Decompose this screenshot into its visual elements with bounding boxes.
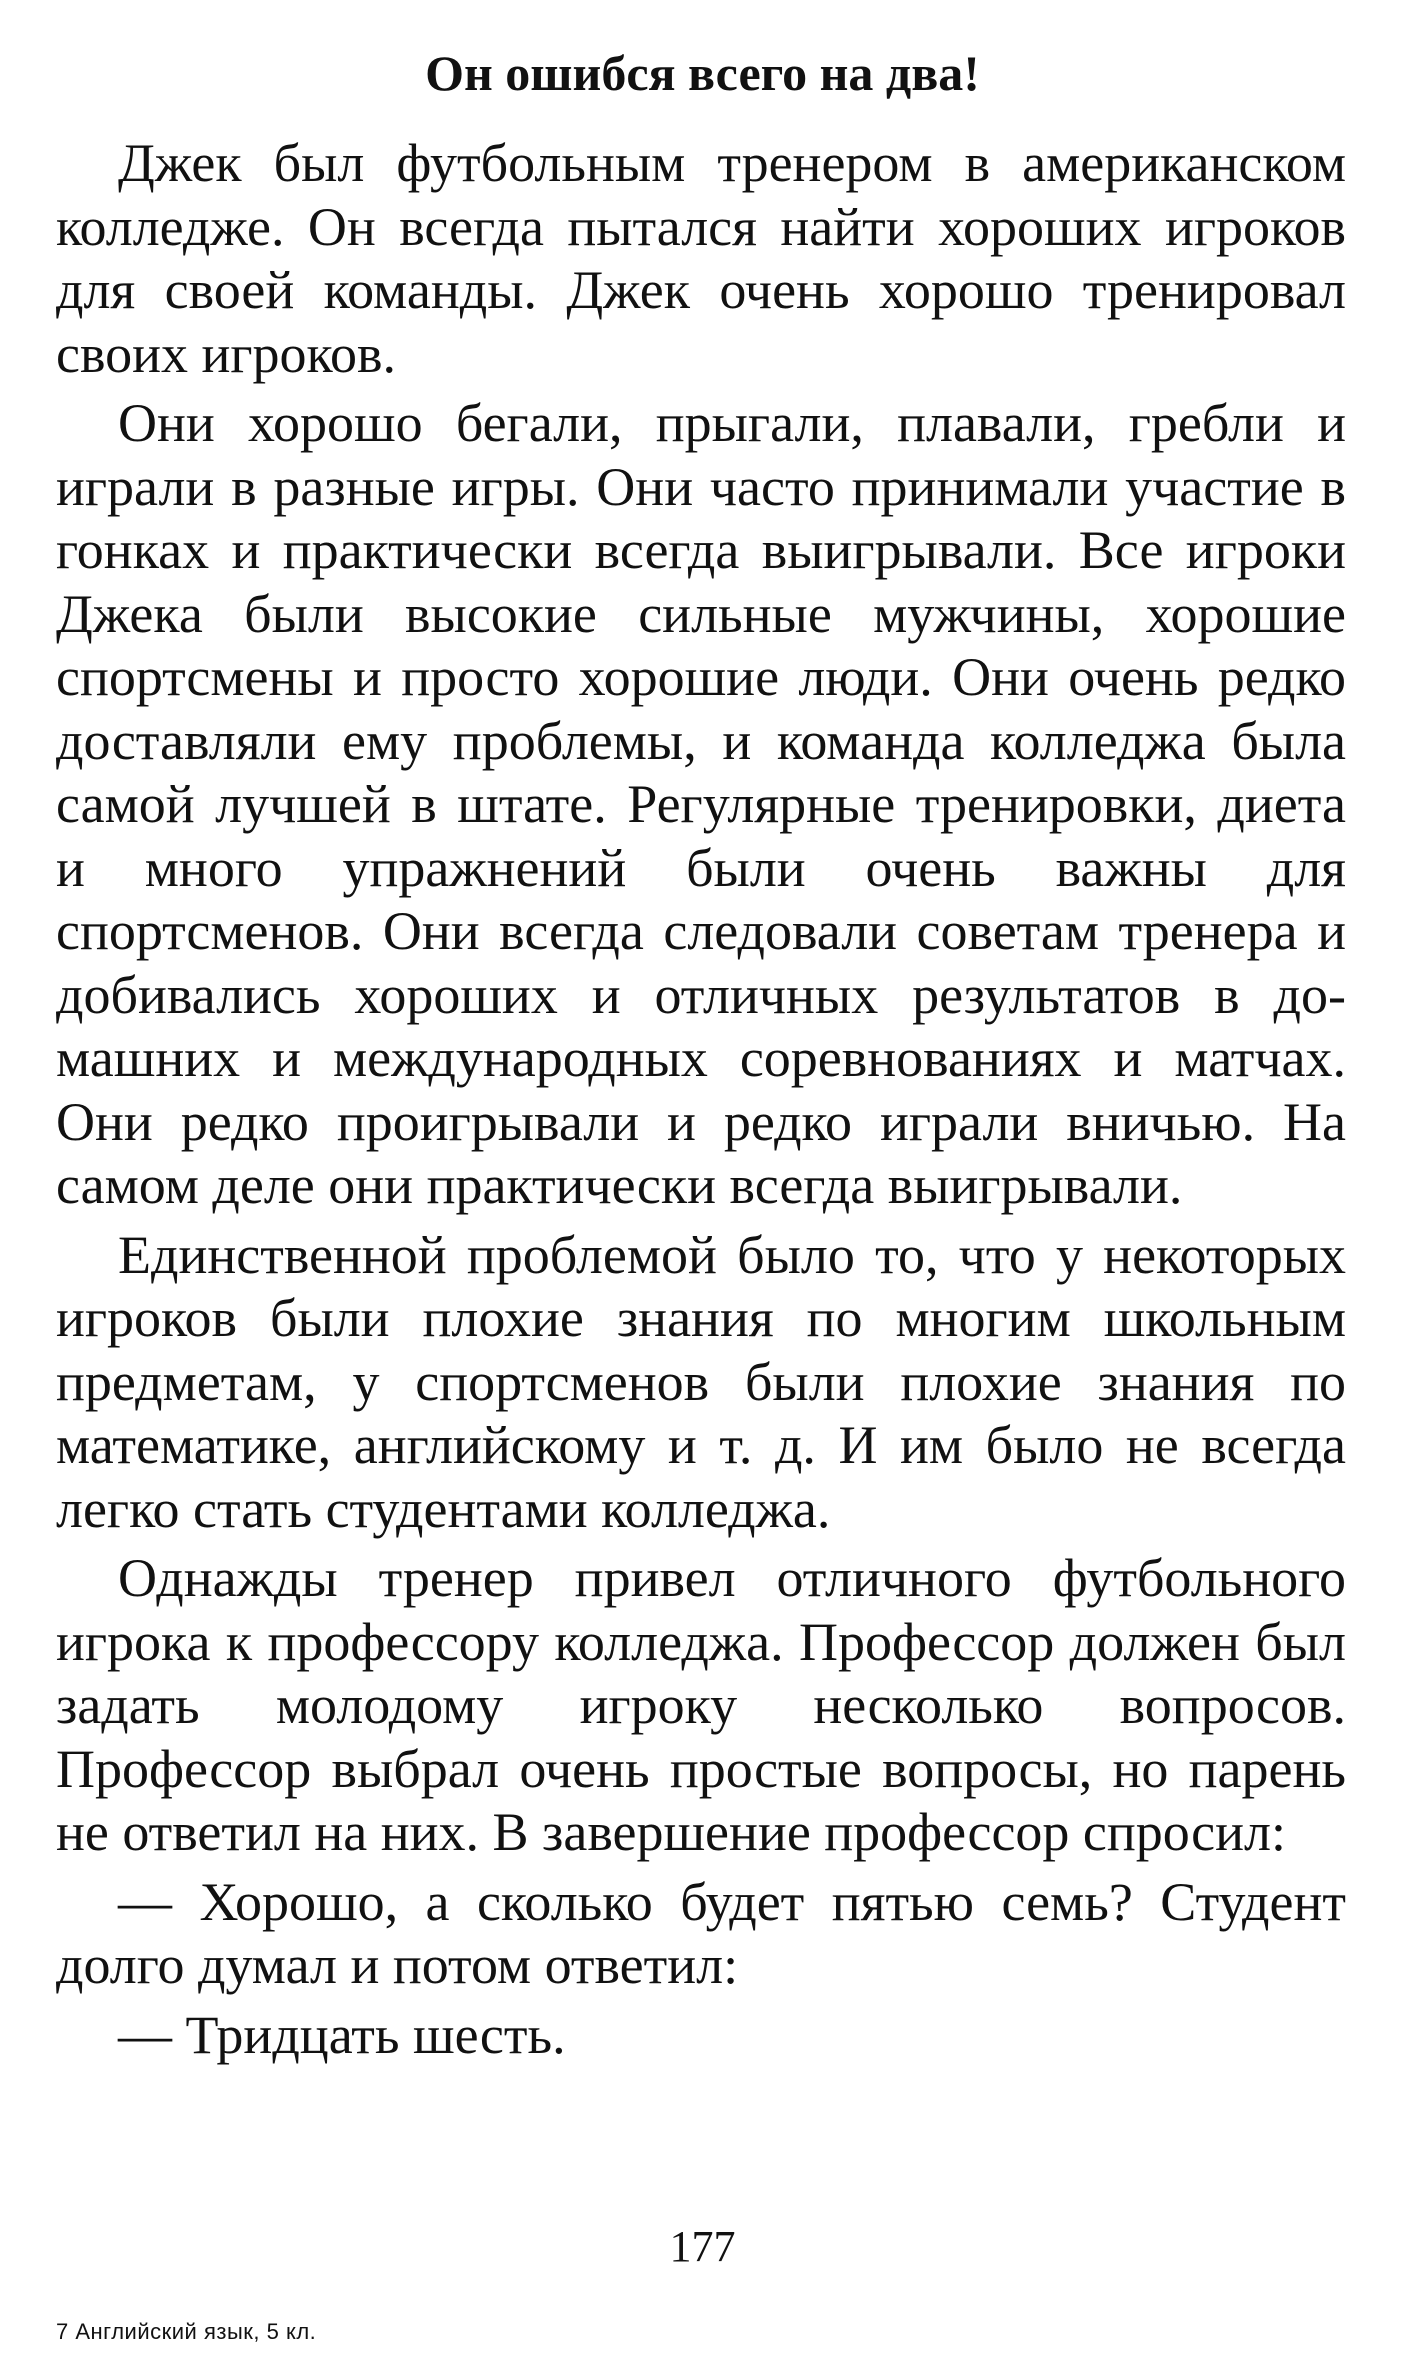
paragraph: Джек был футбольным тренером в американском колледже. Он всегда пытался найти хороших игроков для своей команды. Джек очень хорошо тренировал своих игроков.: [56, 133, 1346, 384]
paragraph: Они хорошо бегали, прыгали, плавали, гребли и играли в разные игры. Они часто принимали участие в гонках и практически всегда выигрывали. Все игроки Джека были высокие сильные мужчины, хорошие спортсмены и просто хорошие люди. Они очень редко доставляли ему проблемы, и команда колледжа была самой лучшей в штате. Регулярные тренировки, диета и много упражнений были очень важны для спортсменов. Они всегда следовали советам тренера и добивались хороших и отличных результатов в домашних и международных соревнованиях и матчах. Они редко проигрывали и редко играли вничью. На самом деле они практически всегда выигрывали.: [56, 393, 1346, 1215]
paragraph: Однажды тренер привел отличного футбольного игрока к профессору колледжа. Профессор должен был задать молодому игроку несколько вопросов. Профессор выбрал очень простые вопросы, но парень не ответил на них. В завершение профессор спросил:: [56, 1548, 1346, 1862]
signature-mark: 7 Английский язык, 5 кл.: [56, 2319, 317, 2344]
paragraph: Единственной проблемой было то, что у некоторых игроков были плохие знания по многим школьным предметам, у спортсменов были плохие знания по математике, английскому и т. д. И им было не всегда легко стать студентами колледжа.: [56, 1224, 1346, 1539]
dialogue-line: — Хорошо, а сколько будет пятью семь? Студент долго думал и потом ответил:: [56, 1871, 1346, 1995]
story-title: Он ошибся всего на два!: [425, 45, 980, 101]
page-number: 177: [669, 2222, 736, 2271]
story-body: [56, 132, 1346, 2073]
dialogue-line: — Тридцать шесть.: [118, 2004, 566, 2065]
